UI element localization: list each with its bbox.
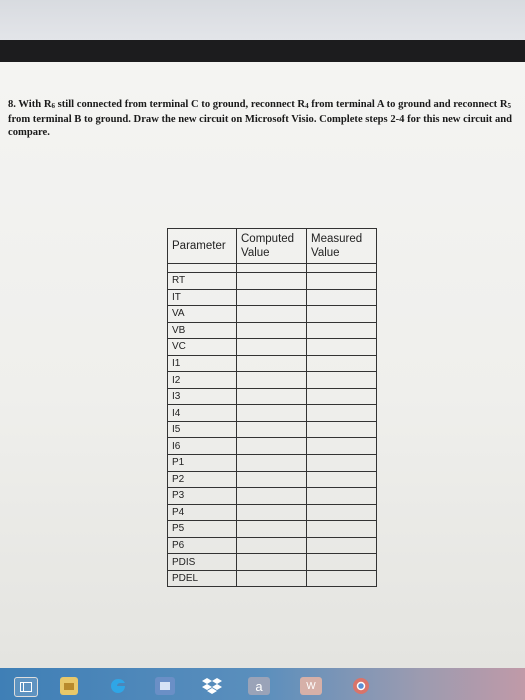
computed-value-cell[interactable] <box>237 488 307 505</box>
header-computed-line2: Value <box>241 247 270 259</box>
instruction-part-4: from terminal B to ground. Draw the new circuit on Microsoft Visio. Complete steps 2-4 for this new circuit and compare. <box>8 114 513 138</box>
table-row <box>168 537 377 554</box>
table-row <box>168 388 377 405</box>
table-row <box>168 372 377 389</box>
computed-value-cell[interactable] <box>237 388 307 405</box>
measured-value-cell[interactable] <box>307 405 377 422</box>
measured-value-cell[interactable] <box>307 289 377 306</box>
measured-value-cell[interactable] <box>307 554 377 571</box>
header-measured-value <box>307 229 377 264</box>
parameter-cell: P1 <box>168 455 237 472</box>
computed-value-cell[interactable] <box>237 372 307 389</box>
parameter-cell: PDIS <box>168 554 237 571</box>
computed-value-cell[interactable] <box>237 273 307 290</box>
parameter-cell: I3 <box>168 388 237 405</box>
instruction-part-3: from terminal A to ground and reconnect R <box>308 99 508 110</box>
subscript-4: 4 <box>305 102 309 110</box>
table-spacer-row <box>168 264 377 273</box>
table-row <box>168 339 377 356</box>
parameter-cell: I6 <box>168 438 237 455</box>
table-row <box>168 488 377 505</box>
parameter-cell: I5 <box>168 421 237 438</box>
measured-value-cell[interactable] <box>307 273 377 290</box>
measured-value-cell[interactable] <box>307 455 377 472</box>
computed-value-cell[interactable] <box>237 471 307 488</box>
header-computed-line1: Computed <box>241 233 295 245</box>
header-computed-value <box>237 229 307 264</box>
table-row <box>168 273 377 290</box>
monitor-bezel <box>0 40 525 62</box>
computed-value-cell[interactable] <box>237 438 307 455</box>
parameter-cell: RT <box>168 273 237 290</box>
spacer-cell <box>168 264 237 273</box>
table-row <box>168 554 377 571</box>
office-letter: W <box>306 680 316 692</box>
parameter-cell: P2 <box>168 471 237 488</box>
computed-value-cell[interactable] <box>237 405 307 422</box>
measured-value-cell[interactable] <box>307 521 377 538</box>
subscript-6: 6 <box>51 102 55 110</box>
spacer-cell <box>237 264 307 273</box>
instruction-text <box>8 98 516 139</box>
table-row <box>168 289 377 306</box>
edge-icon[interactable] <box>108 677 128 695</box>
parameter-cell: VB <box>168 322 237 339</box>
parameter-cell: I2 <box>168 372 237 389</box>
computed-value-cell[interactable] <box>237 306 307 323</box>
table-row <box>168 405 377 422</box>
measured-value-cell[interactable] <box>307 339 377 356</box>
instruction-part-2: still connected from terminal C to ground, reconnect R <box>54 99 306 110</box>
parameter-cell: P5 <box>168 521 237 538</box>
table-row <box>168 455 377 472</box>
parameter-cell: VA <box>168 306 237 323</box>
table-body <box>168 264 377 587</box>
computed-value-cell[interactable] <box>237 322 307 339</box>
header-parameter: Parameter <box>168 229 237 264</box>
chrome-icon[interactable] <box>350 677 372 695</box>
parameter-cell: P6 <box>168 537 237 554</box>
table-row <box>168 306 377 323</box>
word-letter: a <box>255 678 263 694</box>
computed-value-cell[interactable] <box>237 554 307 571</box>
parameter-cell: P3 <box>168 488 237 505</box>
subscript-5: 5 <box>507 102 511 110</box>
instruction-part-1: 8. With R <box>8 99 52 110</box>
parameter-table <box>167 228 377 587</box>
measured-value-cell[interactable] <box>307 438 377 455</box>
table-row <box>168 322 377 339</box>
computed-value-cell[interactable] <box>237 570 307 587</box>
parameter-cell: PDEL <box>168 570 237 587</box>
taskbar <box>0 668 525 700</box>
measured-value-cell[interactable] <box>307 471 377 488</box>
spacer-cell <box>307 264 377 273</box>
measured-value-cell[interactable] <box>307 488 377 505</box>
window-icon[interactable] <box>14 677 38 697</box>
store-icon[interactable] <box>155 677 175 695</box>
table-row <box>168 504 377 521</box>
measured-value-cell[interactable] <box>307 306 377 323</box>
computed-value-cell[interactable] <box>237 455 307 472</box>
computed-value-cell[interactable] <box>237 355 307 372</box>
measured-value-cell[interactable] <box>307 355 377 372</box>
table-row <box>168 570 377 587</box>
parameter-cell: P4 <box>168 504 237 521</box>
computed-value-cell[interactable] <box>237 521 307 538</box>
background-strip <box>0 0 525 40</box>
table-row <box>168 438 377 455</box>
parameter-cell: IT <box>168 289 237 306</box>
measured-value-cell[interactable] <box>307 570 377 587</box>
dropbox-icon[interactable] <box>200 677 224 695</box>
measured-value-cell[interactable] <box>307 421 377 438</box>
file-explorer-icon[interactable] <box>60 677 78 695</box>
table-header-row <box>168 229 377 264</box>
parameter-cell: I1 <box>168 355 237 372</box>
header-measured-line2: Value <box>311 247 340 259</box>
measured-value-cell[interactable] <box>307 537 377 554</box>
measured-value-cell[interactable] <box>307 504 377 521</box>
table-row <box>168 521 377 538</box>
computed-value-cell[interactable] <box>237 339 307 356</box>
computed-value-cell[interactable] <box>237 289 307 306</box>
parameter-cell: VC <box>168 339 237 356</box>
measured-value-cell[interactable] <box>307 372 377 389</box>
computed-value-cell[interactable] <box>237 421 307 438</box>
measured-value-cell[interactable] <box>307 322 377 339</box>
office-icon[interactable] <box>300 677 322 695</box>
computed-value-cell[interactable] <box>237 537 307 554</box>
parameter-cell: I4 <box>168 405 237 422</box>
computed-value-cell[interactable] <box>237 504 307 521</box>
table-row <box>168 421 377 438</box>
word-icon[interactable] <box>248 677 270 695</box>
measured-value-cell[interactable] <box>307 388 377 405</box>
header-measured-line1: Measured <box>311 233 363 245</box>
table-row <box>168 471 377 488</box>
table-row <box>168 355 377 372</box>
